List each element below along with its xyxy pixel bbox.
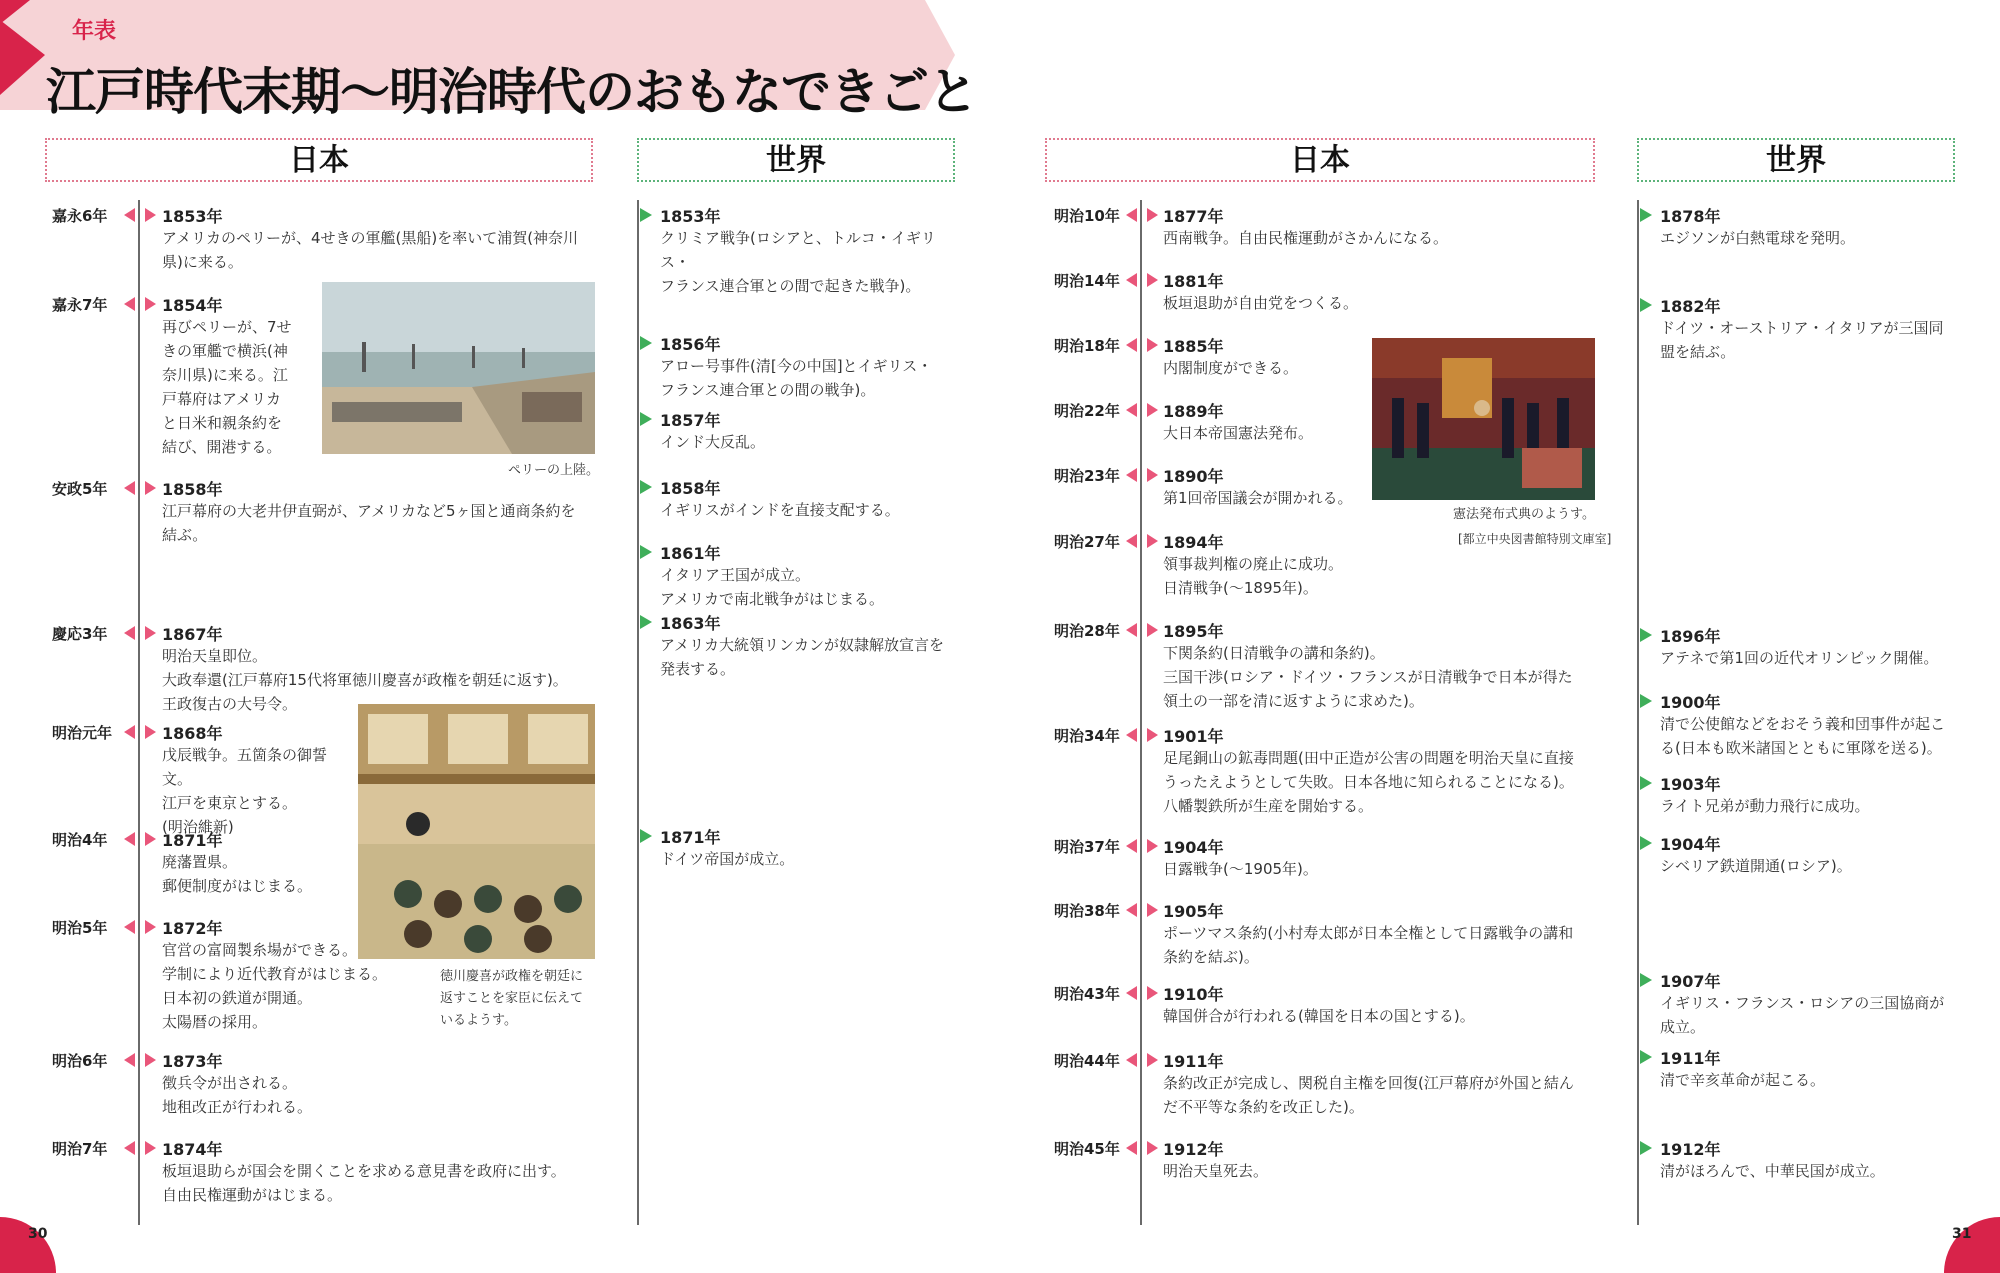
marker <box>145 920 156 934</box>
event-text: アロー号事件(清[今の中国]とイギリス・ フランス連合軍との間の戦争)。 <box>660 357 933 399</box>
era-label: 明治元年 <box>52 724 113 742</box>
marker <box>1640 836 1652 850</box>
era-label: 明治22年 <box>1054 402 1120 420</box>
event-text: 廃藩置県。 郵便制度がはじまる。 <box>162 853 313 895</box>
year-label: 1863年 <box>660 614 721 633</box>
column-header-japan: 日本 <box>45 138 593 182</box>
marker <box>640 412 652 426</box>
year-label: 1872年 <box>162 919 223 938</box>
event-text: アメリカ大統領リンカンが奴隷解放宣言を 発表する。 <box>660 636 944 678</box>
year-label: 1881年 <box>1163 272 1224 291</box>
timeline-line <box>1140 200 1142 1225</box>
year-label: 1885年 <box>1163 337 1224 356</box>
marker <box>145 481 156 495</box>
marker <box>1126 986 1137 1000</box>
marker <box>1147 623 1158 637</box>
event-text: 大日本帝国憲法発布。 <box>1163 424 1314 442</box>
event-text: イタリア王国が成立。 アメリカで南北戦争がはじまる。 <box>660 566 884 608</box>
year-label: 1911年 <box>1163 1052 1224 1071</box>
era-label: 明治43年 <box>1054 985 1120 1003</box>
era-label: 明治27年 <box>1054 533 1120 551</box>
event-text: 第1回帝国議会が開かれる。 <box>1163 489 1353 507</box>
event-text: 再びペリーが、7せ きの軍艦で横浜(神 奈川県)に来る。江 戸幕府はアメリカ と日米和親条約を 結び、開港する。 <box>162 318 292 456</box>
event-text: 明治天皇即位。 大政奉還(江戸幕府15代将軍徳川慶喜が政権を朝廷に返す)。 王政復古の大号令。 <box>162 647 568 713</box>
marker <box>145 626 156 640</box>
event-text: 清で公使館などをおそう義和団事件が起こ る(日本も欧米諸国とともに軍隊を送る)。 <box>1660 715 1946 757</box>
marker <box>1126 623 1137 637</box>
year-label: 1878年 <box>1660 207 1721 226</box>
timeline-line <box>637 200 639 1225</box>
marker <box>1147 728 1158 742</box>
marker <box>124 920 135 934</box>
year-label: 1896年 <box>1660 627 1721 646</box>
marker <box>640 480 652 494</box>
year-label: 1854年 <box>162 296 223 315</box>
marker <box>640 336 652 350</box>
marker <box>1147 839 1158 853</box>
era-label: 明治10年 <box>1054 207 1120 225</box>
column-header-world: 世界 <box>1637 138 1955 182</box>
event-text: 清がほろんで、中華民国が成立。 <box>1660 1162 1885 1180</box>
marker <box>1147 534 1158 548</box>
year-label: 1856年 <box>660 335 721 354</box>
era-label: 明治28年 <box>1054 622 1120 640</box>
image-caption: 憲法発布式典のようす。 <box>1453 507 1595 522</box>
marker <box>1126 403 1137 417</box>
year-label: 1874年 <box>162 1140 223 1159</box>
marker <box>145 832 156 846</box>
year-label: 1877年 <box>1163 207 1224 226</box>
event-text: イギリスがインドを直接支配する。 <box>660 501 900 519</box>
event-text: 明治天皇死去。 <box>1163 1162 1269 1180</box>
section-label: 年表 <box>72 19 117 44</box>
marker <box>1147 273 1158 287</box>
event-text: 領事裁判権の廃止に成功。 日清戦争(〜1895年)。 <box>1163 555 1344 597</box>
era-label: 明治44年 <box>1054 1052 1120 1070</box>
marker <box>1147 986 1158 1000</box>
event-text: ポーツマス条約(小村寿太郎が日本全権として日露戦争の講和 条約を結ぶ)。 <box>1163 924 1574 966</box>
year-label: 1853年 <box>660 207 721 226</box>
marker <box>124 208 135 222</box>
era-label: 明治23年 <box>1054 467 1120 485</box>
event-text: 西南戦争。自由民権運動がさかんになる。 <box>1163 229 1449 247</box>
marker <box>1126 839 1137 853</box>
marker <box>1126 338 1137 352</box>
timeline-line <box>138 200 140 1225</box>
event-text: アメリカのペリーが、4せきの軍艦(黒船)を率いて浦賀(神奈川 県)に来る。 <box>162 229 579 271</box>
image-caption: 徳川慶喜が政権を朝廷に 返すことを家臣に伝えて いるようす。 <box>440 969 584 1028</box>
constitution-ceremony-image <box>1372 338 1595 500</box>
marker <box>1640 694 1652 708</box>
column-header-japan: 日本 <box>1045 138 1595 182</box>
marker <box>145 725 156 739</box>
marker <box>1640 208 1652 222</box>
year-label: 1894年 <box>1163 533 1224 552</box>
era-label: 嘉永7年 <box>52 296 108 314</box>
year-label: 1904年 <box>1660 835 1721 854</box>
event-text: 戊辰戦争。五箇条の御誓文。 江戸を東京とする。 (明治維新) <box>162 746 328 836</box>
event-text: 板垣退助らが国会を開くことを求める意見書を政府に出す。 自由民権運動がはじまる。 <box>162 1162 566 1204</box>
perry-landing-image <box>322 282 595 454</box>
year-label: 1912年 <box>1163 1140 1224 1159</box>
marker <box>145 1053 156 1067</box>
year-label: 1873年 <box>162 1052 223 1071</box>
event-text: 徴兵令が出される。 地租改正が行われる。 <box>162 1074 313 1116</box>
era-label: 明治6年 <box>52 1052 108 1070</box>
era-label: 嘉永6年 <box>52 207 108 225</box>
marker <box>145 297 156 311</box>
marker <box>124 626 135 640</box>
event-text: クリミア戦争(ロシアと、トルコ・イギリス・ フランス連合軍との間で起きた戦争)。 <box>660 229 936 295</box>
era-label: 安政5年 <box>52 480 108 498</box>
marker <box>1640 1050 1652 1064</box>
year-label: 1901年 <box>1163 727 1224 746</box>
era-label: 明治4年 <box>52 831 108 849</box>
year-label: 1912年 <box>1660 1140 1721 1159</box>
year-label: 1858年 <box>162 480 223 499</box>
yoshinobu-image <box>358 704 595 959</box>
event-text: イギリス・フランス・ロシアの三国協商が 成立。 <box>1660 994 1945 1036</box>
year-label: 1861年 <box>660 544 721 563</box>
marker <box>640 829 652 843</box>
year-label: 1895年 <box>1163 622 1224 641</box>
event-text: 板垣退助が自由党をつくる。 <box>1163 294 1359 312</box>
column-header-world: 世界 <box>637 138 955 182</box>
event-text: エジソンが白熱電球を発明。 <box>1660 229 1856 247</box>
timeline-line <box>1637 200 1639 1225</box>
marker <box>1640 298 1652 312</box>
year-label: 1900年 <box>1660 693 1721 712</box>
year-label: 1889年 <box>1163 402 1224 421</box>
marker <box>124 832 135 846</box>
marker <box>124 725 135 739</box>
year-label: 1871年 <box>162 831 223 850</box>
year-label: 1867年 <box>162 625 223 644</box>
event-text: 足尾銅山の鉱毒問題(田中正造が公害の問題を明治天皇に直接 うったえようとして失敗。日本各地に知られることになる)。 八幡製鉄所が生産を開始する。 <box>1163 749 1574 815</box>
marker <box>1126 468 1137 482</box>
marker <box>1126 273 1137 287</box>
marker <box>640 545 652 559</box>
marker <box>145 208 156 222</box>
era-label: 明治37年 <box>1054 838 1120 856</box>
marker <box>1640 973 1652 987</box>
marker <box>1147 338 1158 352</box>
marker <box>1147 208 1158 222</box>
page-number: 31 <box>1952 1226 1972 1242</box>
event-text: アテネで第1回の近代オリンピック開催。 <box>1660 649 1939 667</box>
era-label: 明治38年 <box>1054 902 1120 920</box>
marker <box>640 615 652 629</box>
marker <box>1126 534 1137 548</box>
year-label: 1890年 <box>1163 467 1224 486</box>
marker <box>1126 903 1137 917</box>
event-text: ライト兄弟が動力飛行に成功。 <box>1660 797 1870 815</box>
year-label: 1904年 <box>1163 838 1224 857</box>
marker <box>124 1053 135 1067</box>
event-text: ドイツ・オーストリア・イタリアが三国同 盟を結ぶ。 <box>1660 319 1944 361</box>
marker <box>1126 1053 1137 1067</box>
marker <box>1640 1141 1652 1155</box>
marker <box>124 481 135 495</box>
page-title: 江戸時代末期〜明治時代のおもなできごと <box>46 63 977 121</box>
era-label: 慶応3年 <box>52 625 108 643</box>
marker <box>1126 1141 1137 1155</box>
image-credit: [都立中央図書館特別文庫室] <box>1458 532 1612 546</box>
event-text: 江戸幕府の大老井伊直弼が、アメリカなど5ヶ国と通商条約を 結ぶ。 <box>162 502 576 544</box>
era-label: 明治18年 <box>1054 337 1120 355</box>
marker <box>124 1141 135 1155</box>
year-label: 1905年 <box>1163 902 1224 921</box>
year-label: 1907年 <box>1660 972 1721 991</box>
event-text: 韓国併合が行われる(韓国を日本の国とする)。 <box>1163 1007 1475 1025</box>
event-text: 日露戦争(〜1905年)。 <box>1163 860 1318 878</box>
year-label: 1858年 <box>660 479 721 498</box>
era-label: 明治7年 <box>52 1140 108 1158</box>
event-text: 下関条約(日清戦争の講和条約)。 三国干渉(ロシア・ドイツ・フランスが日清戦争で日本が得た 領土の一部を清に返すように求めた)。 <box>1163 644 1573 710</box>
year-label: 1853年 <box>162 207 223 226</box>
era-label: 明治34年 <box>1054 727 1120 745</box>
marker <box>1147 903 1158 917</box>
year-label: 1911年 <box>1660 1049 1721 1068</box>
year-label: 1903年 <box>1660 775 1721 794</box>
era-label: 明治45年 <box>1054 1140 1120 1158</box>
marker <box>145 1141 156 1155</box>
event-text: 条約改正が完成し、関税自主権を回復(江戸幕府が外国と結ん だ不平等な条約を改正した)。 <box>1163 1074 1574 1116</box>
event-text: 清で辛亥革命が起こる。 <box>1660 1071 1826 1089</box>
era-label: 明治14年 <box>1054 272 1120 290</box>
event-text: ドイツ帝国が成立。 <box>660 850 795 868</box>
year-label: 1882年 <box>1660 297 1721 316</box>
image-caption: ペリーの上陸。 <box>508 463 600 478</box>
marker <box>1126 728 1137 742</box>
event-text: 内閣制度ができる。 <box>1163 359 1299 377</box>
marker <box>1640 776 1652 790</box>
marker <box>1640 628 1652 642</box>
event-text: 官営の富岡製糸場ができる。 学制により近代教育がはじまる。 日本初の鉄道が開通。 太陽暦の採用。 <box>162 941 388 1031</box>
year-label: 1868年 <box>162 724 223 743</box>
event-text: インド大反乱。 <box>660 433 766 451</box>
marker <box>124 297 135 311</box>
marker <box>1126 208 1137 222</box>
marker <box>1147 468 1158 482</box>
marker <box>1147 1053 1158 1067</box>
event-text: シベリア鉄道開通(ロシア)。 <box>1660 857 1852 875</box>
year-label: 1910年 <box>1163 985 1224 1004</box>
page-number: 30 <box>28 1226 48 1242</box>
year-label: 1857年 <box>660 411 721 430</box>
marker <box>640 208 652 222</box>
year-label: 1871年 <box>660 828 721 847</box>
marker <box>1147 403 1158 417</box>
marker <box>1147 1141 1158 1155</box>
era-label: 明治5年 <box>52 919 108 937</box>
